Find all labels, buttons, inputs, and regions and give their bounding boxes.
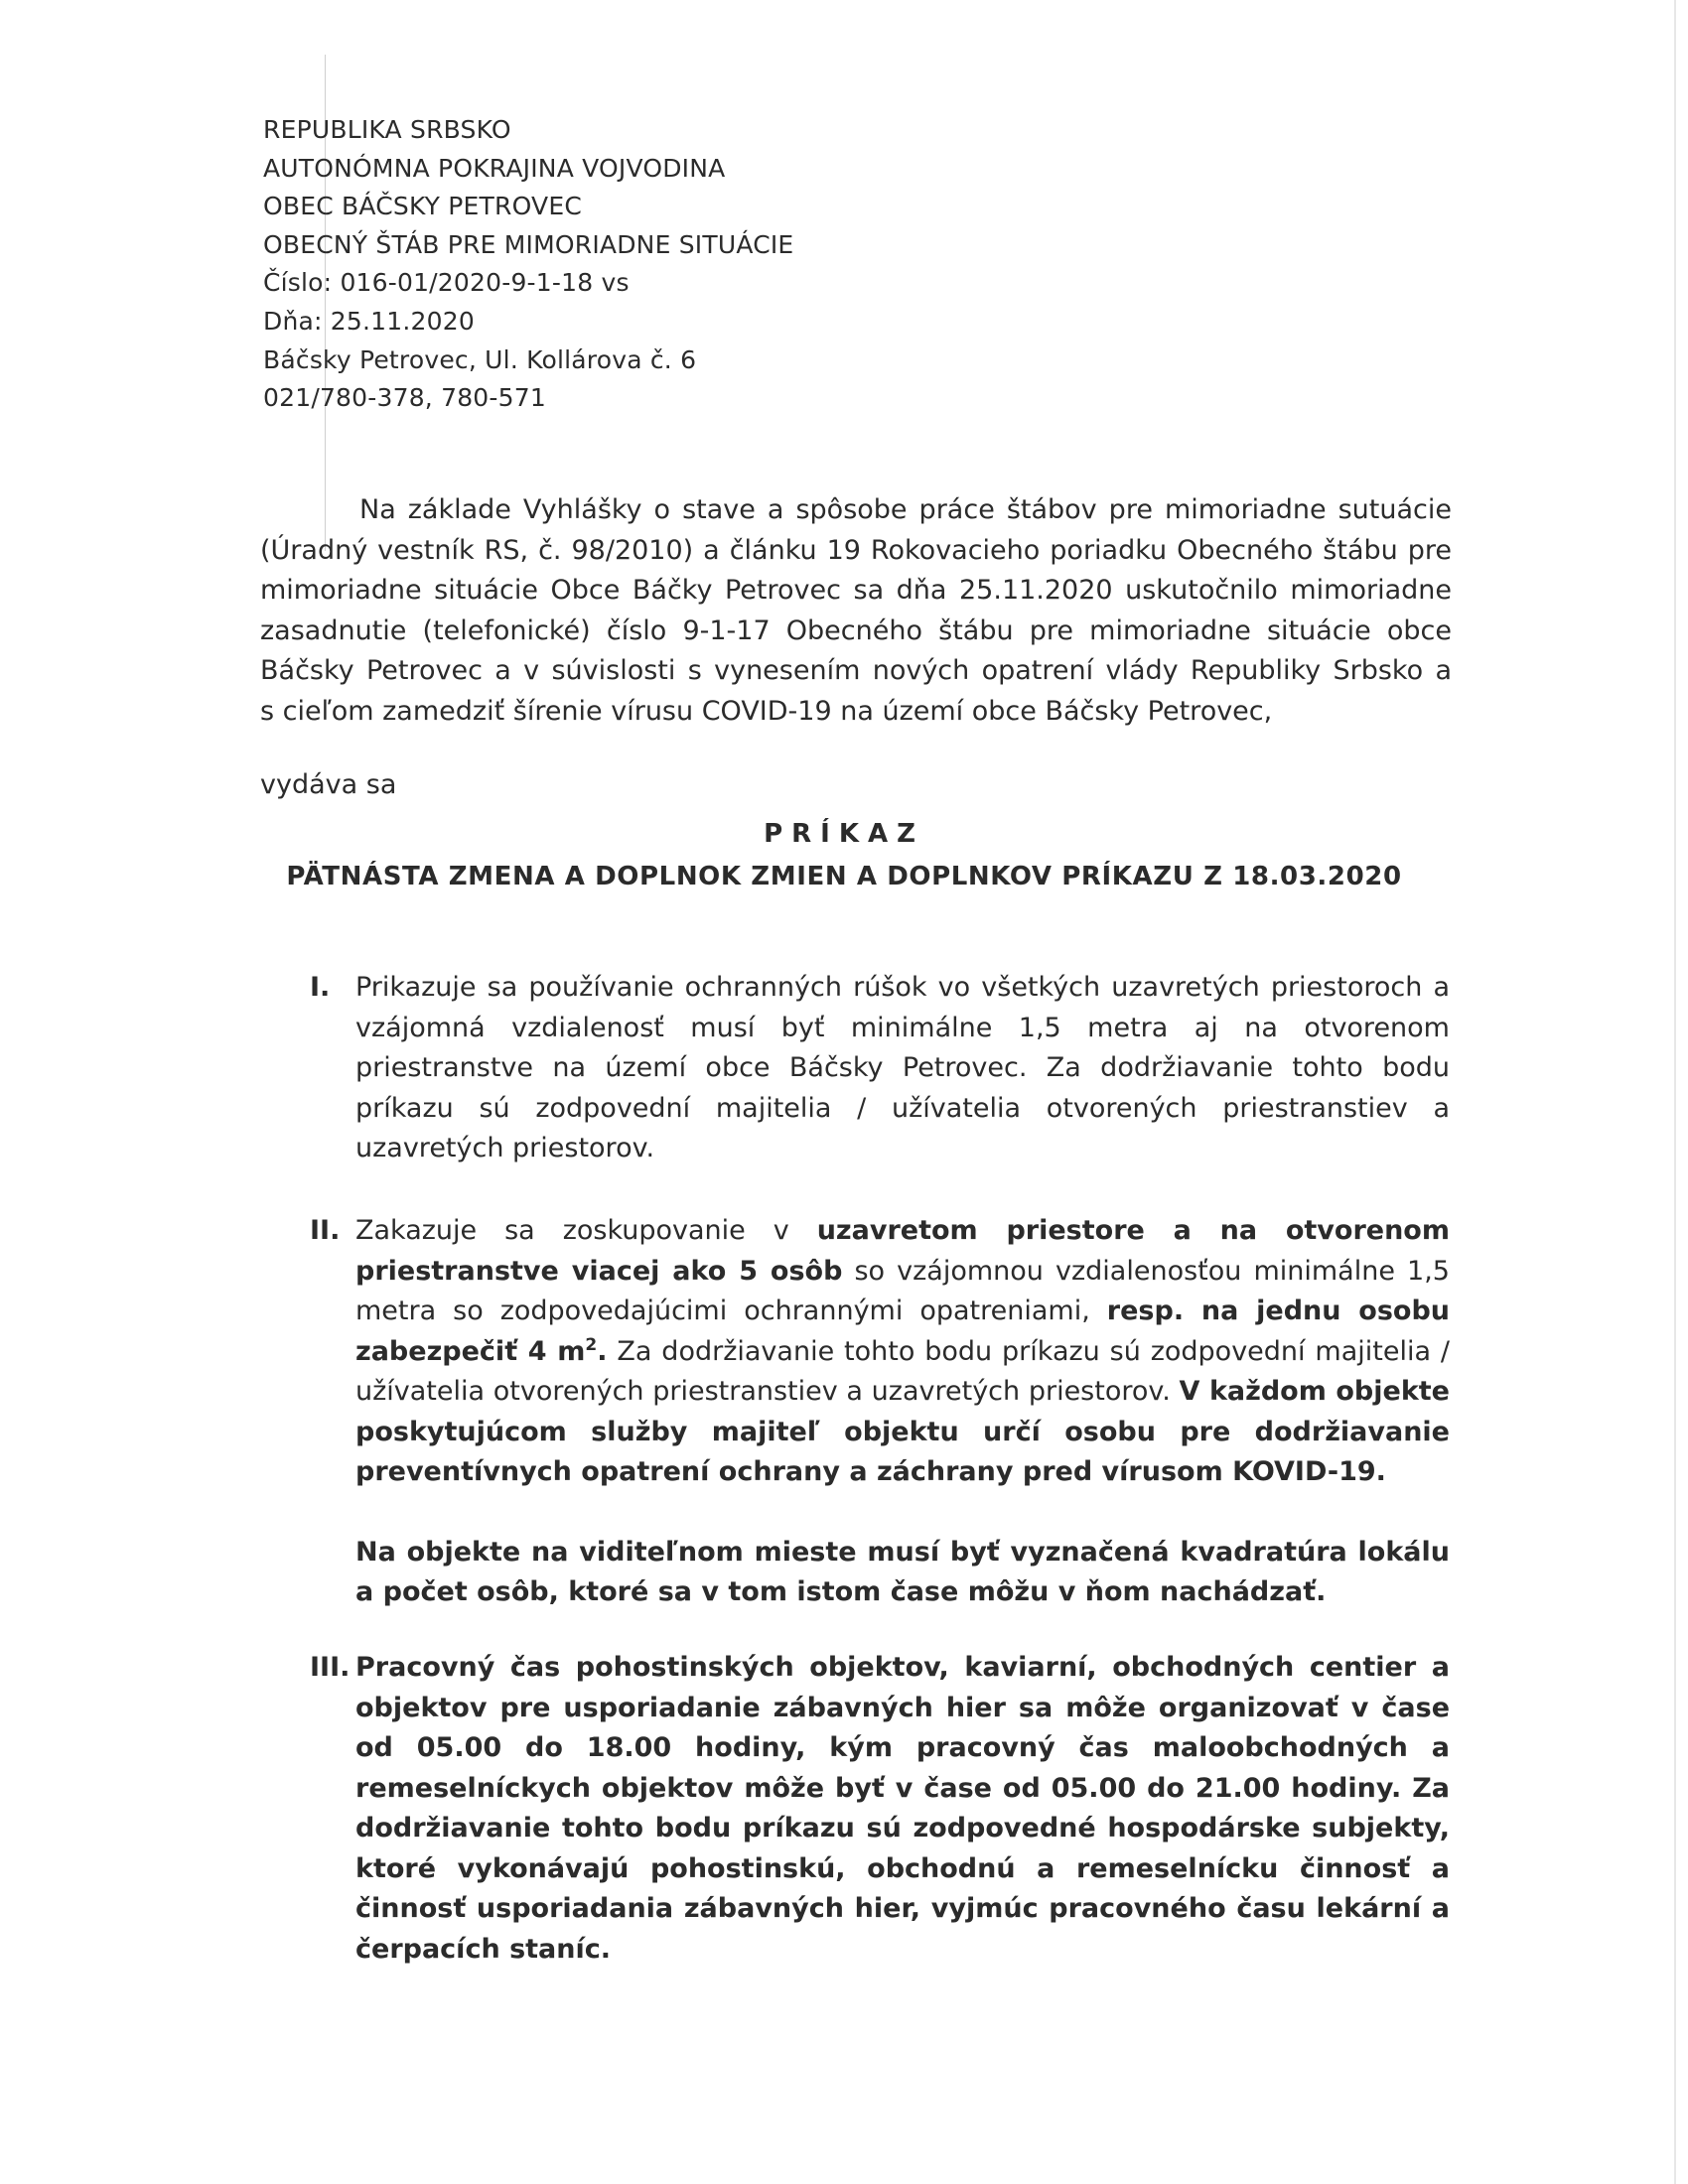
header-date: Dňa: 25.11.2020 [263, 306, 475, 336]
intro-paragraph [260, 490, 1452, 732]
intro-line: (Úradný vestník RS, č. 98/2010) a článku 19 Rokovacieho poriadku Obecného štábu pre [260, 534, 1452, 566]
intro-line: s cieľom zamedziť šírenie vírusu COVID-19 na území obce Báčsky Petrovec, [260, 695, 1273, 727]
order-title: PRÍKAZ [764, 819, 924, 849]
header-staff: OBECNÝ ŠTÁB PRE MIMORIADNE SITUÁCIE [263, 229, 794, 259]
section-number: III. [310, 1652, 351, 1683]
section-3 [310, 1648, 1450, 1970]
header-reference-number: Číslo: 016-01/2020-9-1-18 vs [263, 268, 630, 298]
document-header [263, 111, 793, 418]
issued-text: vydáva sa [260, 769, 397, 800]
section-paragraph: Na objekte na viditeľnom mieste musí byť vyznačená kvadratúra lokálu a počet osôb, ktoré sa v tom istom čase môžu v ňom nachádzať. [355, 1536, 1450, 1607]
section-number: I. [310, 972, 331, 1003]
header-country: REPUBLIKA SRBSKO [263, 115, 511, 144]
superscript: 2 [585, 1334, 598, 1355]
header-municipality: OBEC BÁČSKY PETROVEC [263, 192, 582, 221]
intro-line: Na základe Vyhlášky o stave a spôsobe práce štábov pre mimoriadne sutuácie [359, 494, 1452, 525]
header-phone: 021/780-378, 780-571 [263, 383, 546, 413]
scan-edge-line [1674, 0, 1676, 2184]
text-run: Zakazuje sa zoskupovanie v [355, 1215, 817, 1246]
intro-line: zasadnutie (telefonické) číslo 9-1-17 Obecného štábu pre mimoriadne situácie obce [260, 614, 1452, 646]
order-subtitle: PÄTNÁSTA ZMENA A DOPLNOK ZMIEN A DOPLNKOV PRÍKAZU Z 18.03.2020 [286, 862, 1402, 891]
section-text: Pracovný čas pohostinských objektov, kaviarní, obchodných centier a objektov pre usporiadanie zábavných hier sa môže organizovať v čase od 05.00 do 18.00 hodiny, kým pracovný čas maloobchodných a remeselníckych objektov môže byť v čase od 05.00 do 21.00 hodiny. Za dodržiavanie tohto bodu príkazu sú zodpovedné hospodárske subjekty, ktoré vykonávajú pohostinskú, obchodnú a remeselnícku činnosť a činnosť usporiadania zábavných hier, vyjmúc pracovného času lekární a čerpacích staníc. [355, 1652, 1450, 1965]
bold-text-run: uzavretom priestore a na otvorenom priestranstve viacej ako 5 osôb [355, 1215, 1450, 1287]
section-number: II. [310, 1215, 341, 1246]
intro-line: Báčsky Petrovec a v súvislosti s vynesením nových opatrení vlády Republiky Srbsko a [260, 655, 1452, 686]
section-text: Prikazuje sa používanie ochranných rúšok vo všetkých uzavretých priestoroch a vzájomná vzdialenosť musí byť minimálne 1,5 metra aj na otvorenom priestranstve na území obce Báčsky Petrovec. Za dodržiavanie tohto bodu príkazu sú zodpovední majitelia / užívatelia otvorených priestranstiev a uzavretých priestorov. [355, 972, 1450, 1163]
text-run: so vzájomnou vzdialenosťou minimálne 1,5 metra so zodpovedajúcimi ochrannými opatreniami, [355, 1255, 1450, 1326]
section-text [355, 1211, 1450, 1613]
intro-line: mimoriadne situácie Obce Báčky Petrovec sa dňa 25.11.2020 uskutočnilo mimoriadne [260, 575, 1452, 606]
text-run: Za dodržiavanie tohto bodu príkazu sú zodpovední majitelia / užívatelia otvorených priestranstiev a uzavretých priestorov. [355, 1335, 1450, 1407]
section-paragraph [355, 1211, 1450, 1493]
bold-text-run: . [597, 1335, 608, 1367]
header-address: Báčsky Petrovec, Ul. Kollárova č. 6 [263, 344, 697, 374]
bold-text-run: V každom objekte poskytujúcom služby majiteľ objektu určí osobu pre dodržiavanie preventívnych opatrení ochrany a záchrany pred vírusom KOVID-19. [355, 1376, 1450, 1487]
section-1 [310, 968, 1450, 1169]
header-province: AUTONÓMNA POKRAJINA VOJVODINA [263, 153, 726, 183]
section-2 [310, 1211, 1450, 1613]
bold-text-run: resp. na jednu osobu zabezpečiť 4 m [355, 1296, 1451, 1367]
